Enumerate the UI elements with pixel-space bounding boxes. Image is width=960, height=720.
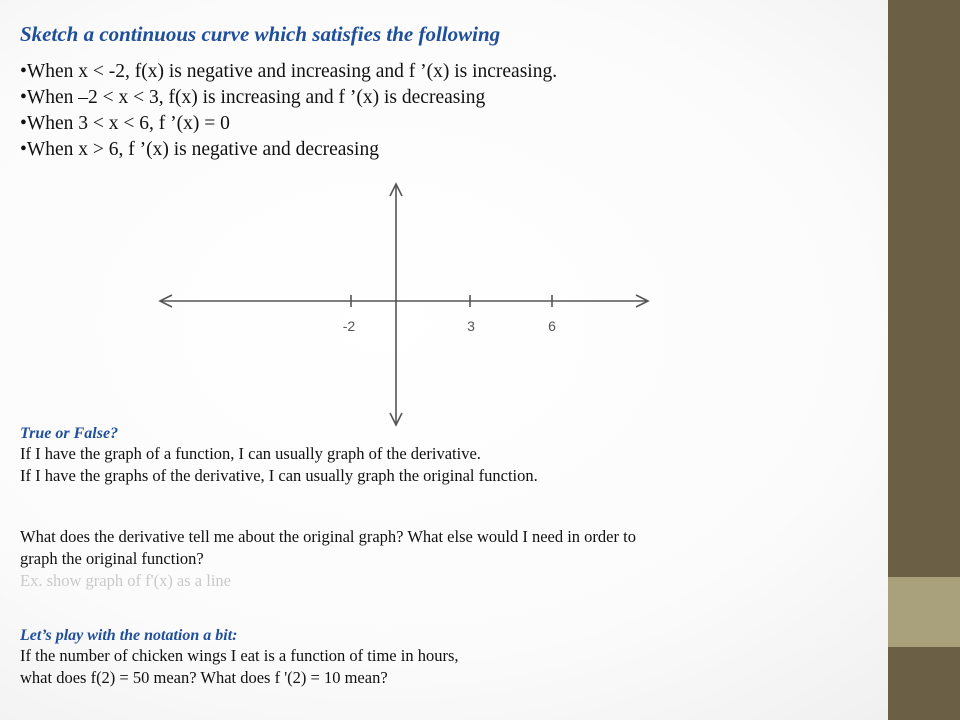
condition-item: •When 3 < x < 6, f ’(x) = 0 xyxy=(20,113,230,134)
notation-line-1: If the number of chicken wings I eat is a function of time in hours, xyxy=(20,646,459,665)
question-line-2: graph the original function? xyxy=(20,549,204,568)
condition-item: •When x > 6, f ’(x) is negative and decreasing xyxy=(20,139,379,160)
true-false-heading: True or False? xyxy=(20,425,119,442)
notation-section xyxy=(20,627,459,689)
decorative-sidebar-accent xyxy=(888,577,960,647)
statement-1: If I have the graph of a function, I can usually graph of the derivative. xyxy=(20,444,481,463)
question-section xyxy=(20,526,636,592)
true-false-section xyxy=(20,425,538,487)
tick-label-6: 6 xyxy=(548,318,556,334)
notation-heading: Let’s play with the notation a bit: xyxy=(20,627,238,644)
tick-label-neg2: -2 xyxy=(342,318,356,334)
condition-item: •When x < -2, f(x) is negative and increasing and f ’(x) is increasing. xyxy=(20,61,558,82)
condition-item: •When –2 < x < 3, f(x) is increasing and f ’(x) is decreasing xyxy=(20,87,486,108)
statement-2: If I have the graphs of the derivative, I can usually graph the original function. xyxy=(20,466,538,485)
notation-line-2: what does f(2) = 50 mean? What does f '(2) = 10 mean? xyxy=(20,668,388,687)
question-line-1: What does the derivative tell me about the original graph? What else would I need in order to xyxy=(20,527,636,546)
example-note: Ex. show graph of f'(x) as a line xyxy=(20,571,231,590)
tick-label-3: 3 xyxy=(467,318,475,334)
slide-title: Sketch a continuous curve which satisfies the following xyxy=(20,22,501,46)
